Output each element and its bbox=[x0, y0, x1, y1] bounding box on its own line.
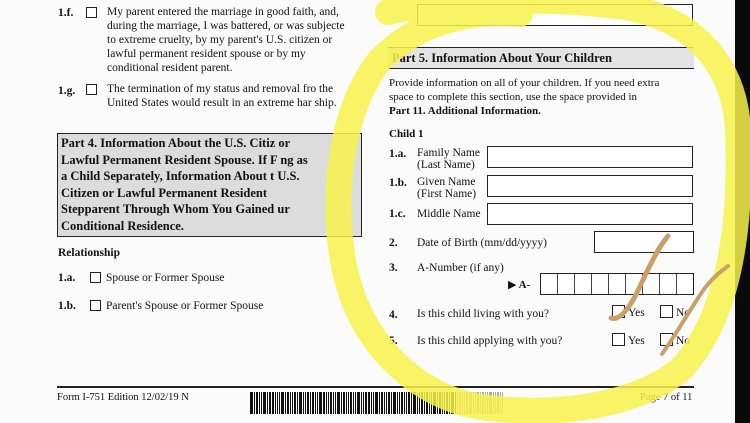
given-name-input[interactable] bbox=[487, 175, 693, 197]
part5-intro-bold: Part 11. Additional Information. bbox=[389, 105, 541, 117]
family-name-label: Family Name bbox=[417, 147, 480, 159]
previous-field[interactable] bbox=[417, 4, 693, 26]
footer-page-number: Page 7 of 11 bbox=[640, 392, 693, 403]
part4-line-1: Part 4. Information About the U.S. Citiz or bbox=[61, 136, 291, 150]
child-1-label: Child 1 bbox=[389, 128, 424, 140]
item-1g-line-1: The termination of my status and removal fro the bbox=[107, 83, 334, 95]
item-1g-line-2: United States would result in an extreme har ship. bbox=[107, 97, 337, 109]
part4-header bbox=[57, 133, 362, 237]
living-no-checkbox[interactable] bbox=[660, 305, 673, 318]
item-1f-number: 1.f. bbox=[58, 7, 74, 19]
middle-name-number: 1.c. bbox=[389, 208, 406, 220]
anumber-number: 3. bbox=[389, 262, 398, 274]
family-name-number: 1.a. bbox=[389, 148, 407, 160]
item-1g-checkbox[interactable] bbox=[86, 84, 97, 95]
part5-header bbox=[388, 47, 694, 69]
anumber-prefix: ▶ A- bbox=[508, 279, 531, 291]
part4-line-4: Citizen or Lawful Permanent Resident bbox=[61, 185, 267, 200]
part5-intro-line-1: Provide information on all of your children. If you need extra bbox=[389, 77, 660, 89]
part5-intro-line-2: space to complete this section, use the space provided in bbox=[389, 91, 638, 103]
living-yes-checkbox[interactable] bbox=[612, 305, 625, 318]
part4-line-5: Stepparent Through Whom You Gained ur bbox=[61, 202, 290, 216]
item-1a-number: 1.a. bbox=[58, 272, 76, 284]
item-1f-line-3: to extreme cruelty, by my parent's U.S. citizen or bbox=[107, 34, 333, 46]
living-label: Is this child living with you? bbox=[417, 308, 549, 320]
dob-input[interactable] bbox=[594, 231, 694, 253]
given-name-sublabel: (First Name) bbox=[417, 188, 477, 200]
footer-form-id: Form I-751 Edition 12/02/19 N bbox=[57, 392, 189, 403]
footer-rule bbox=[57, 386, 694, 388]
item-1b-number: 1.b. bbox=[58, 300, 76, 312]
barcode bbox=[250, 392, 504, 414]
applying-no-label: No bbox=[676, 335, 691, 347]
middle-name-input[interactable] bbox=[487, 203, 693, 225]
applying-label: Is this child applying with you? bbox=[417, 335, 563, 347]
dob-label: Date of Birth (mm/dd/yyyy) bbox=[417, 237, 547, 249]
part4-line-2: Lawful Permanent Resident Spouse. If F ng as bbox=[61, 152, 308, 167]
family-name-input[interactable] bbox=[487, 146, 693, 168]
parent-spouse-checkbox[interactable] bbox=[90, 300, 101, 311]
dob-number: 2. bbox=[389, 237, 398, 249]
living-number: 4. bbox=[389, 309, 398, 321]
living-yes-label: Yes bbox=[628, 307, 645, 319]
family-name-sublabel: (Last Name) bbox=[417, 159, 475, 171]
item-1f-line-2: during the marriage, I was battered, or was subjecte bbox=[107, 20, 345, 32]
relationship-label: Relationship bbox=[58, 247, 120, 259]
part4-line-6: Conditional Residence. bbox=[61, 218, 184, 233]
middle-name-label: Middle Name bbox=[417, 208, 481, 220]
item-1f-line-1: My parent entered the marriage in good faith, and, bbox=[107, 6, 339, 18]
item-1f-checkbox[interactable] bbox=[86, 7, 97, 18]
parent-spouse-label: Parent's Spouse or Former Spouse bbox=[106, 300, 264, 312]
applying-no-checkbox[interactable] bbox=[660, 333, 673, 346]
anumber-label: A-Number (if any) bbox=[417, 262, 504, 274]
item-1g-number: 1.g. bbox=[58, 85, 76, 97]
anumber-input[interactable] bbox=[540, 273, 694, 295]
item-1f-line-4: lawful permanent resident spouse or by my bbox=[107, 48, 306, 60]
screen-edge bbox=[735, 0, 750, 423]
applying-yes-label: Yes bbox=[628, 335, 645, 347]
living-no-label: No bbox=[676, 307, 691, 319]
applying-yes-checkbox[interactable] bbox=[612, 333, 625, 346]
part4-line-3: a Child Separately, Information About t U.S. bbox=[61, 169, 300, 183]
spouse-label: Spouse or Former Spouse bbox=[106, 272, 225, 284]
item-1f-line-5: conditional resident parent. bbox=[107, 62, 233, 74]
applying-number: 5. bbox=[389, 335, 398, 347]
spouse-checkbox[interactable] bbox=[90, 272, 101, 283]
given-name-label: Given Name bbox=[417, 176, 476, 188]
given-name-number: 1.b. bbox=[389, 177, 407, 189]
part5-title: Part 5. Information About Your Children bbox=[392, 51, 612, 65]
